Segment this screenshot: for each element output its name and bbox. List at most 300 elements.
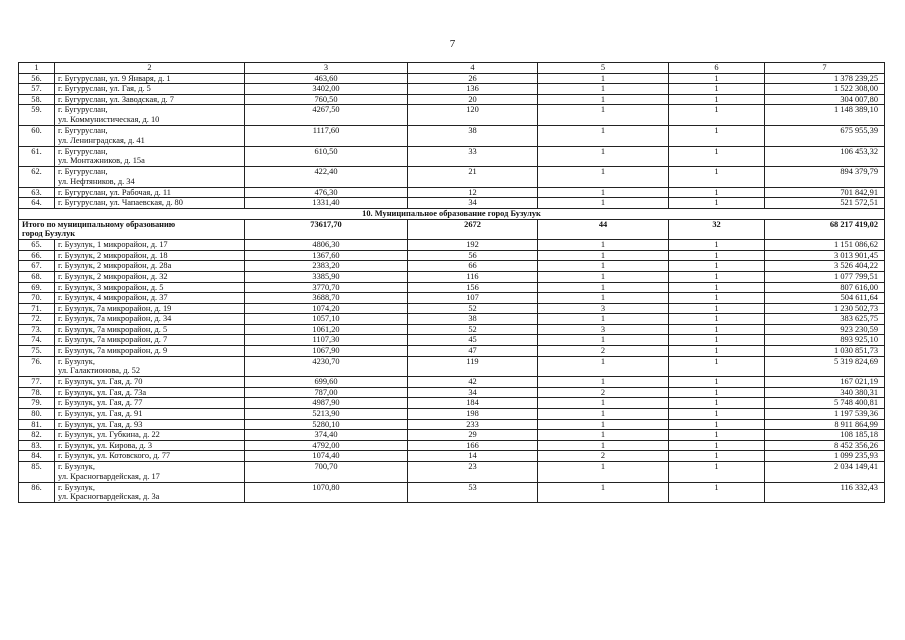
area: 4267,50 (245, 105, 408, 126)
total-area: 73617,70 (245, 219, 408, 240)
residents: 107 (408, 293, 538, 304)
text-line: г. Бузулук, ул. Гая, д. 91 (58, 409, 143, 419)
area: 3770,70 (245, 282, 408, 293)
count-col5: 1 (538, 84, 669, 95)
address (55, 105, 245, 126)
residents: 116 (408, 271, 538, 282)
count-col5: 2 (538, 451, 669, 462)
residents: 66 (408, 261, 538, 272)
address (55, 451, 245, 462)
row-number: 60. (19, 125, 55, 146)
text-line: г. Бузулук, ул. Гая, д. 73а (58, 387, 147, 397)
count-col5: 3 (538, 303, 669, 314)
row-number: 70. (19, 293, 55, 304)
address (55, 293, 245, 304)
address (55, 84, 245, 95)
table-row (19, 125, 885, 146)
table-row (19, 482, 885, 503)
amount: 1 077 799,51 (765, 271, 885, 282)
count-col5: 1 (538, 440, 669, 451)
text-line: г. Бузулук, 7а микрорайон, д. 5 (58, 324, 168, 334)
count-col5: 1 (538, 105, 669, 126)
text-line: город Бузулук (22, 229, 76, 239)
table-row (19, 462, 885, 483)
residents: 53 (408, 482, 538, 503)
housing-table (18, 62, 885, 503)
area: 1061,20 (245, 324, 408, 335)
count-col6: 1 (669, 187, 765, 198)
table-row (19, 146, 885, 167)
row-number: 83. (19, 440, 55, 451)
count-col5: 1 (538, 198, 669, 209)
count-col6: 1 (669, 462, 765, 483)
count-col5: 1 (538, 240, 669, 251)
text-line: г. Бузулук, (58, 462, 95, 471)
count-col6: 1 (669, 387, 765, 398)
text-line: г. Бузулук, 3 микрорайон, д. 5 (58, 282, 164, 292)
address (55, 303, 245, 314)
count-col5: 1 (538, 271, 669, 282)
address (55, 482, 245, 503)
count-col5: 1 (538, 187, 669, 198)
row-number: 58. (19, 94, 55, 105)
area: 3385,90 (245, 271, 408, 282)
count-col6: 1 (669, 198, 765, 209)
area: 1074,20 (245, 303, 408, 314)
count-col5: 1 (538, 125, 669, 146)
text-line: ул. Нефтяников, д. 34 (58, 176, 135, 186)
total-residents: 2672 (408, 219, 538, 240)
count-col5: 1 (538, 377, 669, 388)
count-col5: 3 (538, 324, 669, 335)
text-line: г. Бузулук, 2 микрорайон, д. 28а (58, 261, 172, 271)
row-number: 86. (19, 482, 55, 503)
area: 2383,20 (245, 261, 408, 272)
amount: 2 034 149,41 (765, 462, 885, 483)
count-col6: 1 (669, 324, 765, 335)
row-number: 64. (19, 198, 55, 209)
count-col6: 1 (669, 335, 765, 346)
address (55, 430, 245, 441)
table-row (19, 105, 885, 126)
text-line: ул. Монтажников, д. 15а (58, 156, 145, 166)
amount: 383 625,75 (765, 314, 885, 325)
count-col6: 1 (669, 409, 765, 420)
address (55, 324, 245, 335)
area: 4806,30 (245, 240, 408, 251)
count-col6: 1 (669, 482, 765, 503)
amount: 106 453,32 (765, 146, 885, 167)
count-col5: 1 (538, 250, 669, 261)
residents: 45 (408, 335, 538, 346)
amount: 701 842,91 (765, 187, 885, 198)
text-line: г. Бузулук, ул. Котовского, д. 77 (58, 451, 171, 461)
row-number: 77. (19, 377, 55, 388)
amount: 5 319 824,69 (765, 356, 885, 377)
residents: 14 (408, 451, 538, 462)
count-col5: 1 (538, 462, 669, 483)
amount: 116 332,43 (765, 482, 885, 503)
address (55, 462, 245, 483)
address (55, 198, 245, 209)
address (55, 356, 245, 377)
table-row (19, 419, 885, 430)
row-number: 75. (19, 346, 55, 357)
amount: 3 526 404,22 (765, 261, 885, 272)
address (55, 282, 245, 293)
table-row (19, 94, 885, 105)
residents: 26 (408, 73, 538, 84)
amount: 1 151 086,62 (765, 240, 885, 251)
amount: 5 748 400,81 (765, 398, 885, 409)
residents: 47 (408, 346, 538, 357)
row-number: 66. (19, 250, 55, 261)
amount: 8 452 356,26 (765, 440, 885, 451)
residents: 56 (408, 250, 538, 261)
residents: 119 (408, 356, 538, 377)
residents: 52 (408, 324, 538, 335)
address (55, 419, 245, 430)
amount: 893 925,10 (765, 335, 885, 346)
count-col6: 1 (669, 167, 765, 188)
address (55, 271, 245, 282)
amount: 304 007,80 (765, 94, 885, 105)
residents: 20 (408, 94, 538, 105)
section-row (19, 208, 885, 219)
text-line: г. Бузулук, ул. Гая, д. 93 (58, 419, 143, 429)
table-row (19, 73, 885, 84)
address (55, 94, 245, 105)
row-number: 84. (19, 451, 55, 462)
text-line: г. Бугуруслан, ул. Заводская, д. 7 (58, 94, 174, 104)
table-row (19, 377, 885, 388)
text-line: г. Бузулук, 7а микрорайон, д. 7 (58, 335, 168, 345)
count-col6: 1 (669, 84, 765, 95)
address (55, 167, 245, 188)
count-col5: 1 (538, 261, 669, 272)
area: 3402,00 (245, 84, 408, 95)
count-col5: 1 (538, 482, 669, 503)
residents: 23 (408, 462, 538, 483)
area: 610,50 (245, 146, 408, 167)
address (55, 398, 245, 409)
count-col5: 1 (538, 409, 669, 420)
table-row (19, 282, 885, 293)
amount: 923 230,59 (765, 324, 885, 335)
text-line: г. Бугуруслан, (58, 125, 108, 135)
residents: 233 (408, 419, 538, 430)
count-col6: 1 (669, 451, 765, 462)
column-number: 7 (765, 63, 885, 74)
area: 1067,90 (245, 346, 408, 357)
area: 374,40 (245, 430, 408, 441)
address (55, 387, 245, 398)
text-line: г. Бугуруслан, (58, 167, 108, 177)
amount: 807 616,00 (765, 282, 885, 293)
text-line: г. Бугуруслан, ул. 9 Января, д. 1 (58, 73, 171, 83)
area: 1117,60 (245, 125, 408, 146)
area: 1070,80 (245, 482, 408, 503)
text-line: г. Бугуруслан, ул. Гая, д. 5 (58, 84, 151, 94)
count-col5: 1 (538, 430, 669, 441)
text-line: г. Бузулук, ул. Гая, д. 77 (58, 398, 143, 408)
area: 1074,40 (245, 451, 408, 462)
count-col5: 2 (538, 387, 669, 398)
amount: 167 021,19 (765, 377, 885, 388)
text-line: г. Бугуруслан, ул. Рабочая, д. 11 (58, 187, 171, 197)
row-number: 78. (19, 387, 55, 398)
residents: 38 (408, 314, 538, 325)
area: 5280,10 (245, 419, 408, 430)
text-line: г. Бузулук, 7а микрорайон, д. 9 (58, 346, 168, 356)
row-number: 85. (19, 462, 55, 483)
total-col5: 44 (538, 219, 669, 240)
area: 4230,70 (245, 356, 408, 377)
count-col6: 1 (669, 282, 765, 293)
count-col6: 1 (669, 293, 765, 304)
residents: 120 (408, 105, 538, 126)
total-label (19, 219, 245, 240)
row-number: 59. (19, 105, 55, 126)
text-line: г. Бузулук, 2 микрорайон, д. 32 (58, 271, 168, 281)
residents: 29 (408, 430, 538, 441)
table-row (19, 430, 885, 441)
column-number: 4 (408, 63, 538, 74)
text-line: г. Бугуруслан, (58, 146, 108, 156)
header-row (19, 63, 885, 74)
address (55, 377, 245, 388)
address (55, 440, 245, 451)
text-line: г. Бузулук, ул. Кирова, д. 3 (58, 440, 153, 450)
column-number: 2 (55, 63, 245, 74)
count-col5: 1 (538, 398, 669, 409)
count-col6: 1 (669, 271, 765, 282)
text-line: ул. Красногвардейская, д. 17 (58, 471, 160, 481)
residents: 198 (408, 409, 538, 420)
count-col6: 1 (669, 250, 765, 261)
table-row (19, 303, 885, 314)
area: 463,60 (245, 73, 408, 84)
table-row (19, 167, 885, 188)
text-line: ул. Красногвардейская, д. 3а (58, 492, 160, 502)
text-line: г. Бугуруслан, ул. Чапаевская, д. 80 (58, 198, 183, 208)
row-number: 61. (19, 146, 55, 167)
area: 476,30 (245, 187, 408, 198)
amount: 3 013 901,45 (765, 250, 885, 261)
amount: 1 230 502,73 (765, 303, 885, 314)
residents: 33 (408, 146, 538, 167)
amount: 1 148 389,10 (765, 105, 885, 126)
row-number: 69. (19, 282, 55, 293)
text-line: г. Бузулук, 4 микрорайон, д. 37 (58, 293, 168, 303)
area: 4792,00 (245, 440, 408, 451)
table-row (19, 261, 885, 272)
row-number: 57. (19, 84, 55, 95)
row-number: 71. (19, 303, 55, 314)
address (55, 314, 245, 325)
table-row (19, 314, 885, 325)
area: 422,40 (245, 167, 408, 188)
area: 1057,10 (245, 314, 408, 325)
total-col6: 32 (669, 219, 765, 240)
address (55, 73, 245, 84)
residents: 166 (408, 440, 538, 451)
section-title: 10. Муниципальное образование город Бузулук (19, 208, 885, 219)
count-col6: 1 (669, 125, 765, 146)
count-col5: 2 (538, 346, 669, 357)
page-number: 7 (449, 38, 456, 50)
count-col6: 1 (669, 105, 765, 126)
count-col6: 1 (669, 430, 765, 441)
count-col6: 1 (669, 261, 765, 272)
area: 1367,60 (245, 250, 408, 261)
amount: 504 611,64 (765, 293, 885, 304)
count-col5: 1 (538, 314, 669, 325)
row-number: 79. (19, 398, 55, 409)
row-number: 80. (19, 409, 55, 420)
text-line: г. Бузулук, 2 микрорайон, д. 18 (58, 250, 168, 260)
count-col6: 1 (669, 240, 765, 251)
address (55, 335, 245, 346)
table-row (19, 271, 885, 282)
count-col6: 1 (669, 440, 765, 451)
area: 5213,90 (245, 409, 408, 420)
address (55, 187, 245, 198)
residents: 136 (408, 84, 538, 95)
count-col5: 1 (538, 293, 669, 304)
amount: 340 380,31 (765, 387, 885, 398)
column-number: 5 (538, 63, 669, 74)
column-number: 1 (19, 63, 55, 74)
count-col6: 1 (669, 146, 765, 167)
text-line: г. Бузулук, ул. Губкина, д. 22 (58, 430, 160, 440)
table-row (19, 409, 885, 420)
table-row (19, 398, 885, 409)
residents: 156 (408, 282, 538, 293)
table-row (19, 293, 885, 304)
amount: 108 185,18 (765, 430, 885, 441)
table-row (19, 250, 885, 261)
table-row (19, 187, 885, 198)
table-row (19, 324, 885, 335)
count-col6: 1 (669, 303, 765, 314)
count-col6: 1 (669, 73, 765, 84)
count-col5: 1 (538, 167, 669, 188)
table-row (19, 346, 885, 357)
count-col6: 1 (669, 419, 765, 430)
residents: 34 (408, 198, 538, 209)
area: 760,50 (245, 94, 408, 105)
address (55, 146, 245, 167)
area: 787,00 (245, 387, 408, 398)
address (55, 409, 245, 420)
table-row (19, 440, 885, 451)
row-number: 65. (19, 240, 55, 251)
amount: 675 955,39 (765, 125, 885, 146)
area: 1107,30 (245, 335, 408, 346)
count-col5: 1 (538, 94, 669, 105)
text-line: ул. Ленинградская, д. 41 (58, 135, 145, 145)
count-col6: 1 (669, 94, 765, 105)
table-row (19, 387, 885, 398)
row-number: 73. (19, 324, 55, 335)
residents: 38 (408, 125, 538, 146)
text-line: г. Бугуруслан, (58, 105, 108, 115)
count-col5: 1 (538, 282, 669, 293)
total-row (19, 219, 885, 240)
table-row (19, 198, 885, 209)
amount: 894 379,79 (765, 167, 885, 188)
column-number: 6 (669, 63, 765, 74)
amount: 1 522 308,00 (765, 84, 885, 95)
text-line: ул. Коммунистическая, д. 10 (58, 114, 160, 124)
count-col6: 1 (669, 346, 765, 357)
total-amount: 68 217 419,02 (765, 219, 885, 240)
residents: 34 (408, 387, 538, 398)
row-number: 67. (19, 261, 55, 272)
count-col6: 1 (669, 356, 765, 377)
text-line: ул. Галактионова, д. 52 (58, 366, 141, 376)
row-number: 76. (19, 356, 55, 377)
count-col5: 1 (538, 146, 669, 167)
row-number: 82. (19, 430, 55, 441)
amount: 8 911 864,99 (765, 419, 885, 430)
text-line: г. Бузулук, (58, 482, 95, 492)
text-line: г. Бузулук, 7а микрорайон, д. 34 (58, 314, 172, 324)
address (55, 250, 245, 261)
amount: 1 197 539,36 (765, 409, 885, 420)
amount: 521 572,51 (765, 198, 885, 209)
row-number: 56. (19, 73, 55, 84)
area: 4987,90 (245, 398, 408, 409)
table-row (19, 84, 885, 95)
text-line: г. Бузулук, 7а микрорайон, д. 19 (58, 303, 172, 313)
text-line: Итого по муниципальному образованию (22, 219, 176, 229)
address (55, 346, 245, 357)
address (55, 261, 245, 272)
row-number: 74. (19, 335, 55, 346)
text-line: г. Бузулук, ул. Гая, д. 70 (58, 377, 143, 387)
text-line: г. Бузулук, (58, 356, 95, 366)
row-number: 63. (19, 187, 55, 198)
residents: 21 (408, 167, 538, 188)
row-number: 72. (19, 314, 55, 325)
residents: 184 (408, 398, 538, 409)
row-number: 62. (19, 167, 55, 188)
area: 1331,40 (245, 198, 408, 209)
text-line: г. Бузулук, 1 микрорайон, д. 17 (58, 240, 168, 250)
table-row (19, 451, 885, 462)
area: 699,60 (245, 377, 408, 388)
count-col6: 1 (669, 398, 765, 409)
area: 700,70 (245, 462, 408, 483)
table-row (19, 356, 885, 377)
count-col5: 1 (538, 356, 669, 377)
amount: 1 378 239,25 (765, 73, 885, 84)
count-col6: 1 (669, 377, 765, 388)
residents: 12 (408, 187, 538, 198)
table-row (19, 240, 885, 251)
count-col5: 1 (538, 335, 669, 346)
amount: 1 030 851,73 (765, 346, 885, 357)
residents: 52 (408, 303, 538, 314)
row-number: 81. (19, 419, 55, 430)
count-col6: 1 (669, 314, 765, 325)
area: 3688,70 (245, 293, 408, 304)
table-row (19, 335, 885, 346)
row-number: 68. (19, 271, 55, 282)
column-number: 3 (245, 63, 408, 74)
